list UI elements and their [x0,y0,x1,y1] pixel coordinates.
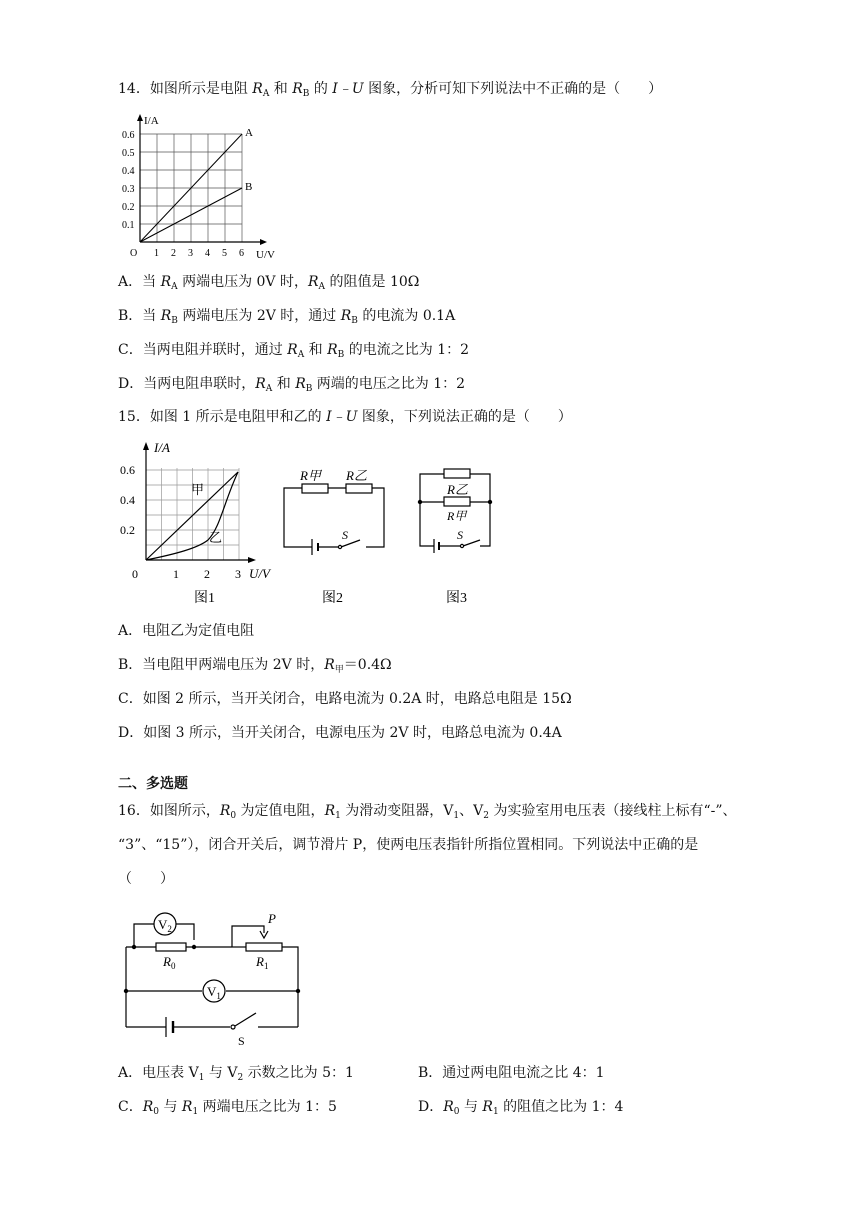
q14-option-a: A．当 $R_A$ 两端电压为 0V 时，$R_A$ 的阻值是 10Ω [118,274,420,292]
q15-fig1-yi: 乙 [209,530,223,545]
q15-fig1-jia: 甲 [191,482,205,497]
svg-text:0.4: 0.4 [120,493,135,507]
q15-fig1-ylabel: I/A [154,440,170,455]
q16-stem-line1: 16．如图所示，$R_0$ 为定值电阻，$R_1$ 为滑动变阻器，$V_1$、$V_2$ 为实验室用电压表（接线柱上标有“-”、 [118,803,737,821]
q15-fig2-circuit [284,484,384,555]
q15-fig3-caption: 图3 [446,591,467,606]
y-tick-label: 0.5 [122,148,135,159]
svg-text:0.2: 0.2 [120,523,135,537]
y-tick-label: 0.1 [122,220,135,231]
section-title: 二、多选题 [118,776,188,792]
q16-v2-label: $V_2$ [158,917,172,934]
q15-option-b: B．当电阻甲两端电压为 2V 时，$R_甲=0.4\Omega$ [118,657,392,675]
x-arrow [260,239,267,245]
q16-v1-label: $V_1$ [207,984,221,1001]
x-tick-label: 1 [154,248,159,259]
series-label-A: A [245,127,253,139]
x-tick-label: 4 [205,248,210,259]
svg-text:3: 3 [235,567,241,581]
q15-stem: 15．如图 1 所示是电阻甲和乙的 I﹣U 图象，下列说法正确的是（ ） [118,409,572,425]
svg-text:2: 2 [204,567,210,581]
y-arrow [137,114,143,121]
svg-text:0: 0 [132,567,138,581]
q15-fig3-r-yi: R乙 [447,482,468,497]
q15-fig2-caption: 图2 [322,591,343,606]
q16-stem-line3: （ ） [118,871,174,887]
q16-p-label: P [268,911,276,926]
x-tick-label: 6 [239,248,244,259]
svg-text:S: S [457,528,463,542]
svg-text:S: S [342,528,348,542]
origin-label: O [130,248,138,259]
y-tick-label: 0.6 [122,130,135,141]
q15-fig1-caption: 图1 [194,591,215,606]
y-tick-label: 0.3 [122,184,135,195]
q16-option-d: D．$R_0$ 与 $R_1$ 的阻值之比为 1：4 [418,1099,624,1117]
q16-r0-label: $R_0$ [163,954,176,971]
q14-stem: 14．如图所示是电阻 $R_A$ 和 $R_B$ 的 I﹣U 图象，分析可知下列说法中不正确的是（ ） [118,81,663,99]
series-label-B: B [245,181,253,193]
y-axis-label: I/A [144,115,159,127]
q15-figures [116,440,516,608]
q15-option-d: D．如图 3 所示，当开关闭合，电源电压为 2V 时，电路总电流为 0.4A [118,725,562,741]
q15-fig2-r-yi: R乙 [346,468,367,483]
y-tick-label: 0.2 [122,202,135,213]
q16-circuit [118,905,318,1045]
q16-option-a: A．电压表 $V_1$ 与 $V_2$ 示数之比为 5：1 [118,1065,354,1083]
q14-option-b: B．当 $R_B$ 两端电压为 2V 时，通过 $R_B$ 的电流为 0.1A [118,308,456,326]
q16-option-b: B．通过两电阻电流之比 4：1 [418,1065,605,1081]
q15-fig1-graph [120,440,272,606]
y-tick-label: 0.4 [122,166,135,177]
x-axis-label: U/V [256,249,275,261]
q14-iu-graph [118,112,298,262]
q15-fig2-r-jia: R甲 [300,468,321,483]
x-tick-label: 3 [188,248,193,259]
q14-option-d: D．当两电阻串联时，$R_A$ 和 $R_B$ 两端的电压之比为 1：2 [118,376,466,394]
q15-fig3-r-jia: R甲 [447,509,467,523]
q15-fig1-xlabel: U/V [249,566,270,581]
q16-s-label: S [238,1034,245,1045]
q16-option-c: C．$R_0$ 与 $R_1$ 两端电压之比为 1：5 [118,1099,337,1117]
svg-text:1: 1 [173,567,179,581]
q16-r1-label: $R_1$ [256,954,269,971]
q16-stem-line2: “3”、“15”），闭合开关后，调节滑片 P，使两电压表指针所指位置相同。下列说法中正确的是 [118,837,699,853]
q14-option-c: C．当两电阻并联时，通过 $R_A$ 和 $R_B$ 的电流之比为 1：2 [118,342,470,360]
x-tick-label: 5 [222,248,227,259]
svg-text:0.6: 0.6 [120,463,135,477]
q15-option-c: C．如图 2 所示，当开关闭合，电路电流为 0.2A 时，电路总电阻是 15Ω [118,691,572,707]
q15-option-a: A．电阻乙为定值电阻 [118,623,255,639]
x-tick-label: 2 [171,248,176,259]
